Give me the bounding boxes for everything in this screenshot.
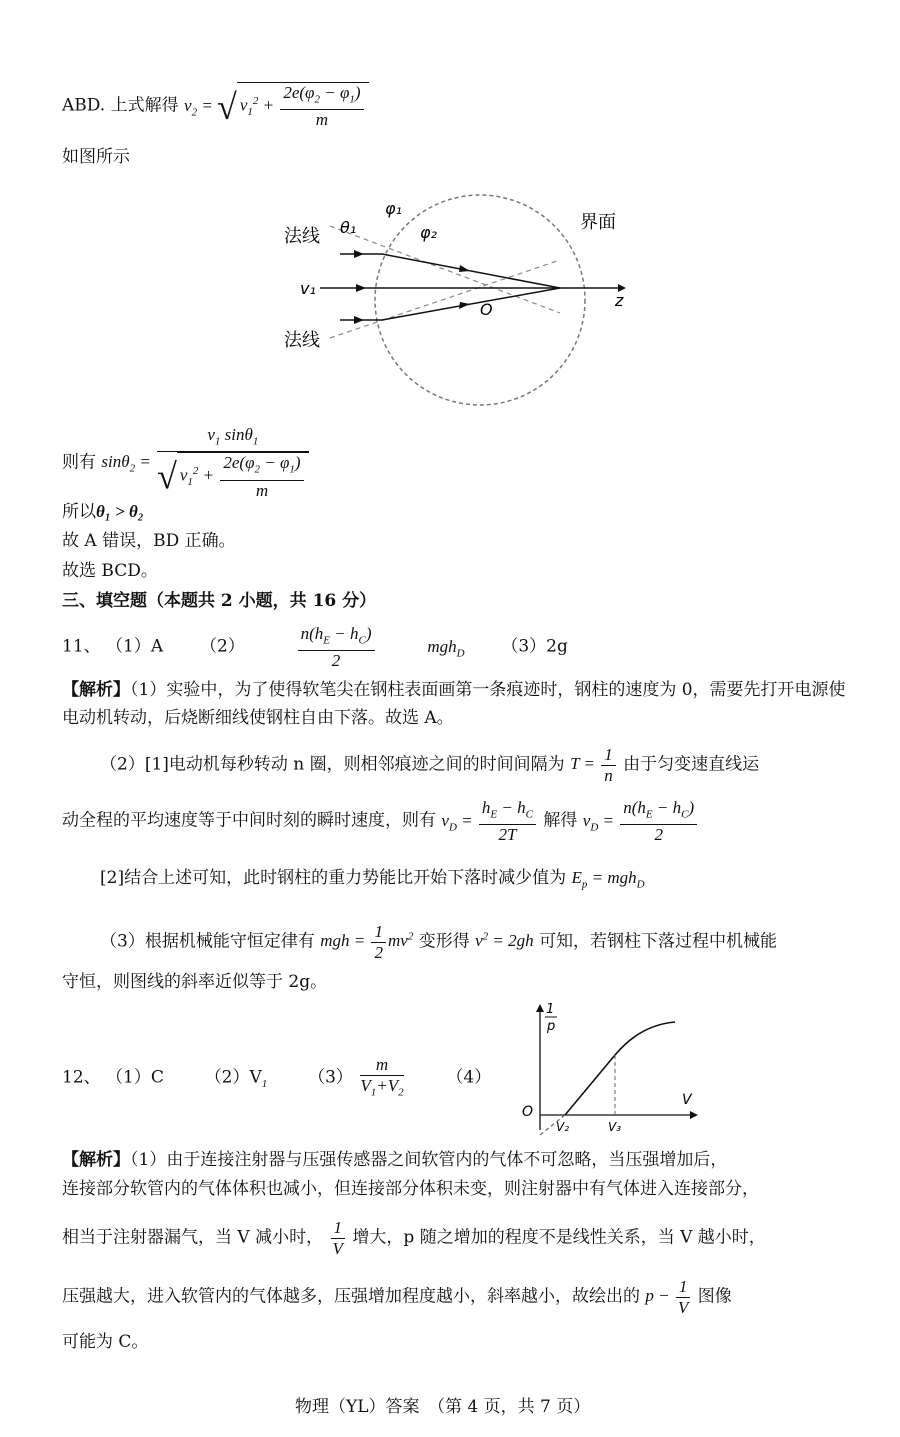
page-footer: 物理（YL）答案 （第 4 页，共 7 页） — [295, 1397, 591, 1417]
solution-line-6: 故选 BCD。 — [62, 561, 158, 581]
q11-explanation-3 — [62, 798, 699, 845]
q11-explanation-2 — [100, 745, 759, 786]
formula-mgh: mgh — [427, 636, 457, 656]
refraction-diagram — [270, 188, 650, 413]
q11-explanation-6: 守恒，则图线的斜率近似等于 2g。 — [62, 972, 328, 992]
analysis-label: 【解析】 — [62, 680, 130, 700]
ray-arrow-icon — [354, 316, 364, 324]
formula-v2: $v_2$ = √ $v_1^2$ + $\frac{2e(\varphi_2 - \varphi_1)}{m}$ — [184, 96, 369, 115]
solution-line-3 — [62, 425, 311, 501]
text: 相当于注射器漏气，当 V 减小时， — [62, 1227, 324, 1248]
answer-part-1: （1）C — [106, 1067, 164, 1088]
label-interface: 界面 — [580, 212, 616, 233]
origin-label: O — [522, 1104, 534, 1120]
label-normal-top: 法线 — [284, 226, 320, 247]
y-label-numerator: 1 — [546, 1002, 555, 1017]
refracted-ray-bottom — [382, 288, 560, 320]
text: 压强越大，进入软管内的气体越多，压强增加程度越小，斜率越小，故绘出的 — [62, 1286, 640, 1307]
ray-arrow-icon — [459, 302, 470, 309]
normal-line-top — [330, 226, 560, 313]
text: （1）实验中，为了使得软笔尖在钢柱表面画第一条痕迹时，钢柱的速度为 0，需要先打开电源使电动机转动，后烧断细线使钢柱自由下落。故选 A。 — [62, 680, 846, 728]
label-origin: O — [480, 300, 493, 319]
formula-q12-3: $\frac{m}{V_1+V_2}$ — [360, 1055, 404, 1099]
v1-arrow-icon — [356, 284, 366, 292]
v3-label: V₃ — [608, 1120, 622, 1134]
text: 所以 — [62, 502, 96, 522]
label-z: z — [615, 291, 624, 310]
text: （2）[1]电动机每秒转动 n 圈，则相邻痕迹之间的时间间隔为 — [100, 754, 565, 775]
refracted-ray-top — [382, 254, 560, 288]
answer-part-2: （2） — [199, 636, 245, 657]
text: ABD. 上式解得 — [62, 95, 179, 116]
formula-Ep: $E_p = mgh_D$ — [571, 868, 645, 891]
label-phi2: φ₂ — [420, 223, 437, 242]
text: （3）根据机械能守恒定律有 — [100, 931, 315, 952]
answer-part-2: （2）V — [204, 1067, 262, 1088]
curve — [565, 1022, 675, 1115]
ray-arrow-icon — [459, 265, 470, 272]
normal-line-bottom — [330, 260, 560, 338]
text: （1）由于连接注射器与压强传感器之间软管内的气体不可忽略，当压强增加后， — [130, 1150, 728, 1170]
q12-explanation-2: 连接部分软管内的气体体积也减小，但连接部分体积未变，则注射器中有气体进入连接部分， — [62, 1179, 759, 1199]
solution-line-4 — [62, 500, 144, 524]
section-heading: 三、填空题（本题共 2 小题，共 16 分） — [62, 591, 377, 611]
subscript: 1 — [261, 1078, 268, 1090]
text: 则有 — [62, 452, 96, 473]
formula-T: T = $\frac{1}{n}$ — [570, 754, 618, 773]
question-number: 12、 — [62, 1067, 101, 1088]
label-phi1: φ₁ — [385, 199, 402, 218]
text: 增大，p 随之增加的程度不是线性关系，当 V 越小时， — [352, 1227, 766, 1248]
q12-explanation-5: 可能为 C。 — [62, 1332, 149, 1352]
v2-label: V₂ — [556, 1120, 570, 1134]
analysis-label: 【解析】 — [62, 1150, 130, 1170]
q11-explanation-4 — [100, 866, 645, 896]
text: 动全程的平均速度等于中间时刻的瞬时速度，则有 — [62, 810, 436, 831]
text: 变形得 — [418, 931, 470, 952]
formula-vD: $v_D$ = $\frac{h_E - h_C}{2T}$ — [441, 811, 538, 830]
x-label: V — [682, 1092, 692, 1108]
text: 由于匀变速直线运 — [623, 754, 760, 775]
text: [2]结合上述可知，此时钢柱的重力势能比开始下落时减少值为 — [100, 868, 567, 888]
text: 可知，若钢柱下落过程中机械能 — [539, 931, 778, 952]
q12-answer — [62, 1055, 491, 1102]
label-theta1: θ₁ — [340, 218, 357, 237]
answer-part-4: （4） — [446, 1067, 492, 1088]
answer-part-1: （1）A — [106, 636, 164, 657]
formula-vD-result: $v_D$ = $\frac{n(h_E - h_C)}{2}$ — [583, 811, 699, 830]
question-number: 11、 — [62, 636, 101, 657]
graph-1-over-p-vs-V — [510, 1000, 710, 1140]
text: 解得 — [543, 810, 578, 831]
formula-p-1-over-V: p − $\frac{1}{V}$ — [645, 1286, 692, 1305]
inequality: θ₁ > θ₂ — [96, 502, 144, 521]
y-label-denominator: p — [547, 1019, 556, 1034]
ray-arrow-icon — [354, 250, 364, 258]
answer-part-3: （3）2g — [501, 636, 568, 657]
q11-explanation-5 — [100, 922, 777, 963]
solution-line-1 — [62, 82, 369, 130]
subscript: D — [456, 647, 465, 659]
formula-1-over-V: $\frac{1}{V}$ — [329, 1227, 348, 1246]
q12-explanation-1 — [62, 1148, 727, 1172]
solution-line-2: 如图所示 — [62, 147, 130, 167]
q11-answer — [62, 624, 568, 671]
q12-explanation-4 — [62, 1277, 732, 1318]
q12-explanation-3 — [62, 1218, 766, 1259]
formula-sin-theta2: sinθ$_2$ = $v_1$ sinθ$_1$ √ $v_1^2$ + $\frac{2e(\varphi_2 - \varphi_1)}{m}$ — [101, 452, 310, 471]
label-v1: v₁ — [300, 279, 316, 298]
formula-v2-2gh: $v^2 = 2gh$ — [475, 930, 534, 951]
label-normal-bottom: 法线 — [284, 330, 320, 351]
text: 图像 — [697, 1286, 732, 1307]
solution-line-5: 故 A 错误，BD 正确。 — [62, 531, 236, 551]
formula-energy: mgh = $\frac{1}{2}$ $mv^2$ — [320, 922, 414, 962]
y-arrow-icon — [536, 1004, 544, 1012]
formula-q11-2: $\frac{n(h_E - h_C)}{2}$ — [296, 637, 377, 656]
q11-explanation-1 — [62, 676, 852, 732]
answer-part-3: （3） — [308, 1067, 353, 1088]
x-arrow-icon — [690, 1111, 698, 1119]
